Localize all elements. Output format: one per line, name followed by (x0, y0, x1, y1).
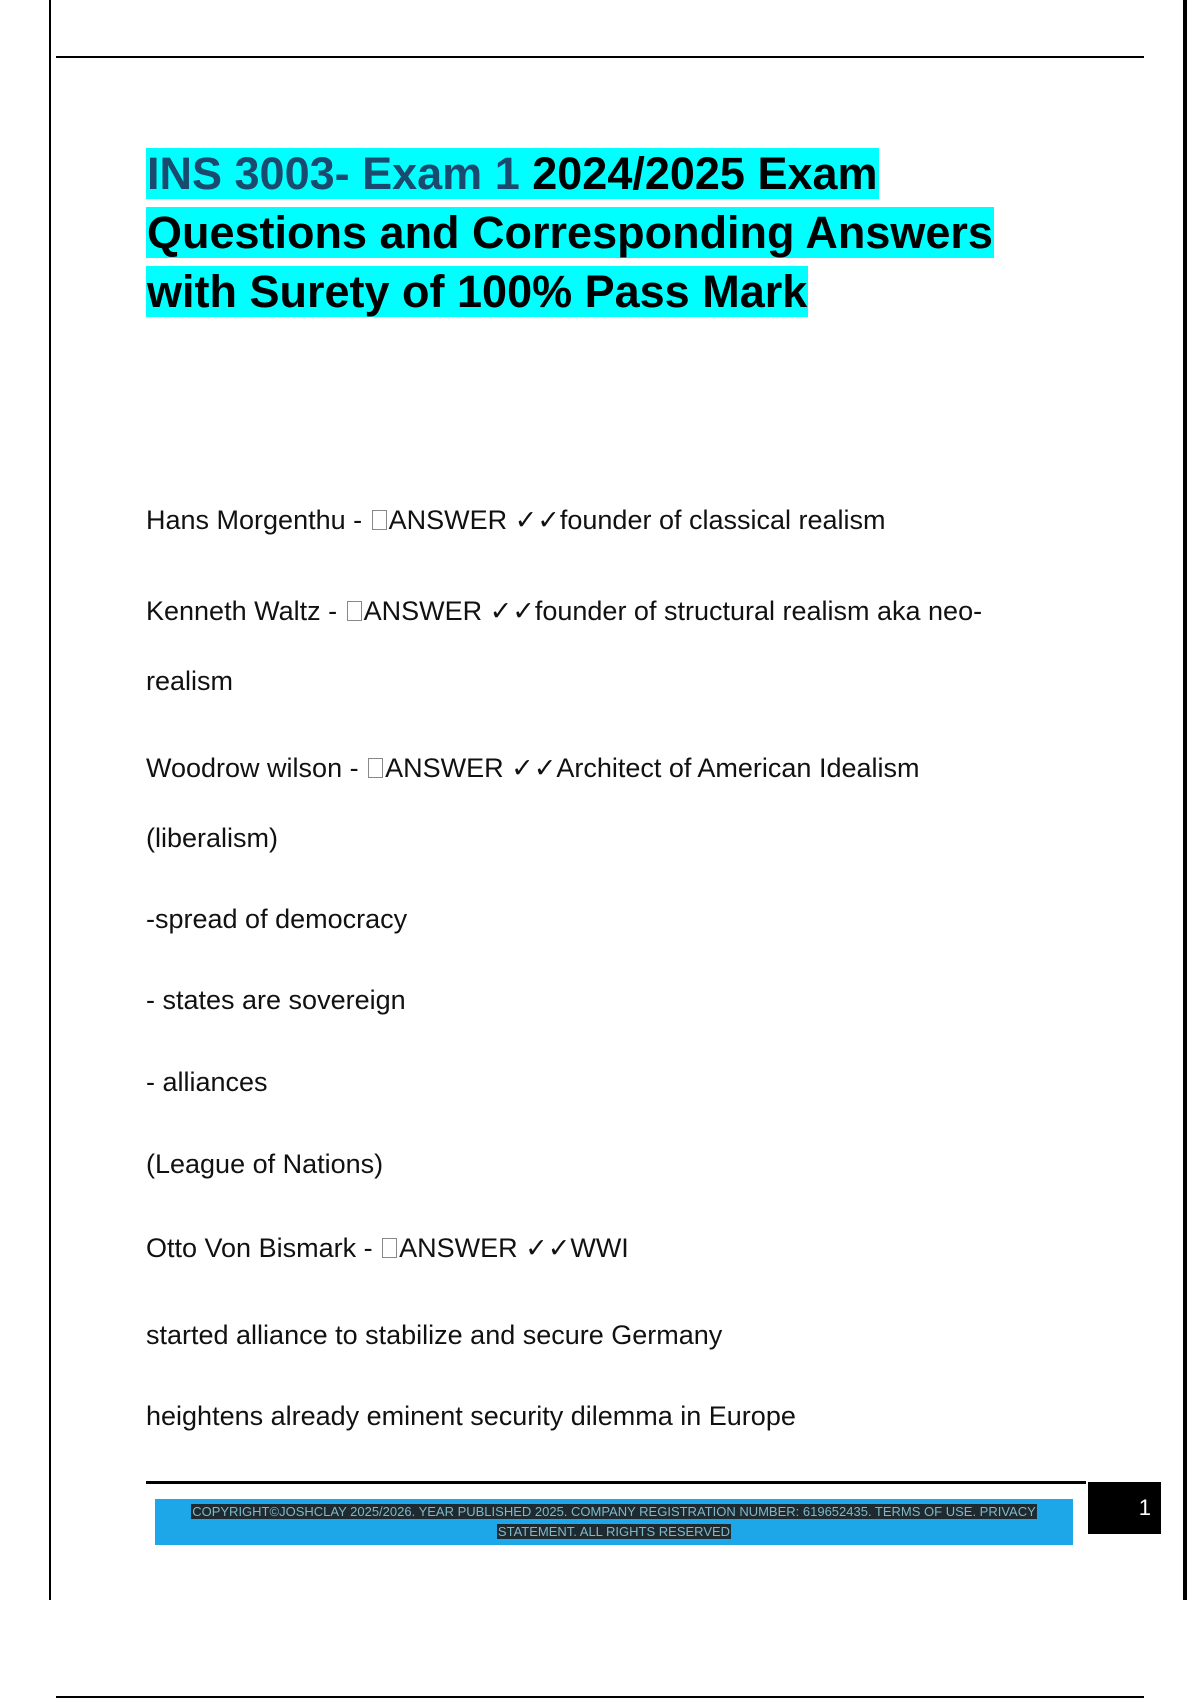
header-rule (56, 56, 1144, 58)
qa-item-wilson (146, 751, 920, 785)
qa-item-morgenthau (146, 503, 886, 537)
missing-glyph-icon (382, 1238, 397, 1258)
qa-answer-marker: ANSWER ✓✓ (388, 505, 560, 535)
qa-term: Woodrow wilson - (146, 753, 367, 783)
missing-glyph-icon (372, 510, 387, 530)
qa-continuation: (liberalism) (146, 823, 279, 853)
qa-continuation: - states are sovereign (146, 985, 406, 1015)
copyright-line2: STATEMENT. ALL RIGHTS RESERVED (497, 1524, 731, 1539)
missing-glyph-icon (368, 758, 383, 778)
qa-item-waltz (146, 594, 982, 628)
document-title (146, 144, 1146, 321)
qa-answer-marker: ANSWER ✓✓ (363, 596, 535, 626)
qa-continuation: heightens already eminent security dilemma in Europe (146, 1401, 796, 1431)
qa-term: Hans Morgenthu - (146, 505, 370, 535)
qa-continuation: (League of Nations) (146, 1149, 384, 1179)
page-number: 1 (1088, 1482, 1161, 1534)
qa-item-bismark (146, 1231, 629, 1265)
qa-answer: Architect of American Idealism (556, 753, 920, 783)
footer-rule (146, 1481, 1086, 1484)
qa-answer-marker: ANSWER ✓✓ (399, 1233, 571, 1263)
title-line2: Questions and Corresponding Answers (147, 207, 993, 258)
qa-term: Kenneth Waltz - (146, 596, 345, 626)
next-page-rule (56, 1696, 1144, 1698)
qa-answer: WWI (570, 1233, 629, 1263)
copyright-line1: COPYRIGHT©JOSHCLAY 2025/2026. YEAR PUBLISHED 2025. COMPANY REGISTRATION NUMBER: 619652435. TERMS OF USE. PRIVACY (192, 1504, 1036, 1519)
qa-answer: founder of structural realism aka neo- (534, 596, 983, 626)
copyright-footer (155, 1499, 1073, 1545)
qa-continuation: -spread of democracy (146, 904, 408, 934)
title-course-code: INS 3003- Exam 1 (147, 148, 520, 199)
qa-answer-marker: ANSWER ✓✓ (385, 753, 557, 783)
page-border-left (49, 0, 51, 1600)
page-border-right (1183, 0, 1187, 1600)
qa-continuation: started alliance to stabilize and secure Germany (146, 1320, 723, 1350)
title-part2: 2024/2025 Exam (519, 148, 878, 199)
qa-continuation: realism (146, 666, 234, 696)
qa-term: Otto Von Bismark - (146, 1233, 381, 1263)
qa-continuation: - alliances (146, 1067, 268, 1097)
missing-glyph-icon (347, 601, 362, 621)
title-line3: with Surety of 100% Pass Mark (147, 266, 808, 317)
qa-answer: founder of classical realism (559, 505, 886, 535)
